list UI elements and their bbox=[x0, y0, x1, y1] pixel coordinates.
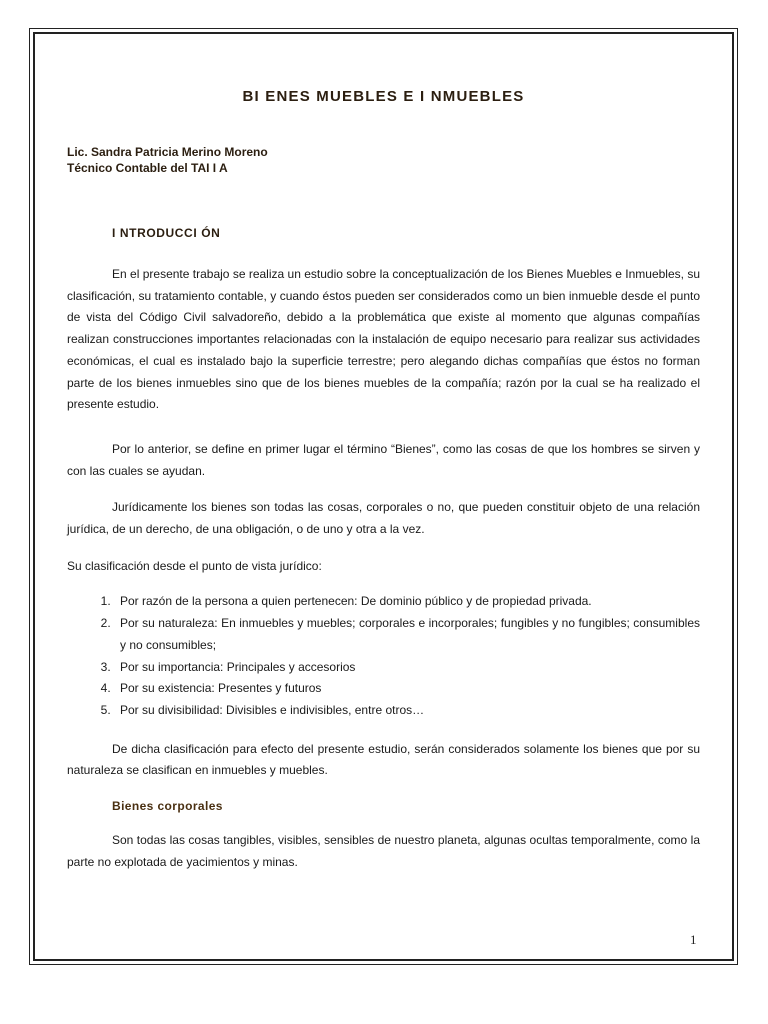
author-name: Lic. Sandra Patricia Merino Moreno bbox=[67, 145, 268, 159]
list-item: 1. Por razón de la persona a quien pertenecen: De dominio público y de propiedad privada. bbox=[114, 591, 700, 613]
list-item: 2. Por su naturaleza: En inmuebles y muebles; corporales e incorporales; fungibles y no fungibles; consumibles y no consumibles; bbox=[114, 613, 700, 656]
author-block bbox=[67, 144, 700, 176]
document-title: BI ENES MUEBLES E I NMUEBLES bbox=[242, 88, 525, 105]
document-body bbox=[67, 88, 700, 873]
paragraph-bienes-corporales: Son todas las cosas tangibles, visibles, sensibles de nuestro planeta, algunas ocultas temporalmente, como la parte no explotada de yacimientos y minas. bbox=[67, 833, 700, 869]
list-item: 5. Por su divisibilidad: Divisibles e indivisibles, entre otros… bbox=[114, 700, 700, 722]
paragraph-classification-intro: Su clasificación desde el punto de vista jurídico: bbox=[67, 558, 322, 573]
classification-list bbox=[67, 591, 700, 721]
paragraph-bienes-definition: Por lo anterior, se define en primer lugar el término “Bienes”, como las cosas de que los hombres se sirven y con las cuales se ayudan. bbox=[67, 441, 700, 478]
page-number: 1 bbox=[690, 932, 697, 947]
author-position: Técnico Contable del TAI I A bbox=[67, 161, 228, 175]
paragraph-juridical-definition: Jurídicamente los bienes son todas las cosas, corporales o no, que pueden constituir objeto de una relación jurídica, de un derecho, de una obligación, o de uno y otra a la vez. bbox=[67, 500, 700, 537]
section-heading-bienes-corporales: Bienes corporales bbox=[112, 799, 223, 814]
list-item: 3. Por su importancia: Principales y accesorios bbox=[114, 657, 700, 679]
list-item: 4. Por su existencia: Presentes y futuros bbox=[114, 678, 700, 700]
paragraph-introduction: En el presente trabajo se realiza un estudio sobre la conceptualización de los Bienes Muebles e Inmuebles, su clasificación, su tratamiento contable, y cuando éstos pueden ser considerados como un bien inmueble desde el punto de vista del Código Civil salvadoreño, debido a la problemática que existe al momento que algunas compañías realizan construcciones importantes relacionadas con la instalación de equipo necesario para realizar sus actividades económicas, el cual es instalado bajo la superficie terrestre; pero alegando dichas compañías que éstos no forman parte de los bienes inmuebles sino que de los bienes muebles de la compañía; razón por la cual se ha realizado el presente estudio. bbox=[67, 267, 700, 412]
introduction-heading: I NTRODUCCI ÓN bbox=[112, 226, 221, 240]
paragraph-study-scope: De dicha clasificación para efecto del presente estudio, serán considerados solamente los bienes que por su naturaleza se clasifican en inmuebles y muebles. bbox=[67, 741, 700, 778]
